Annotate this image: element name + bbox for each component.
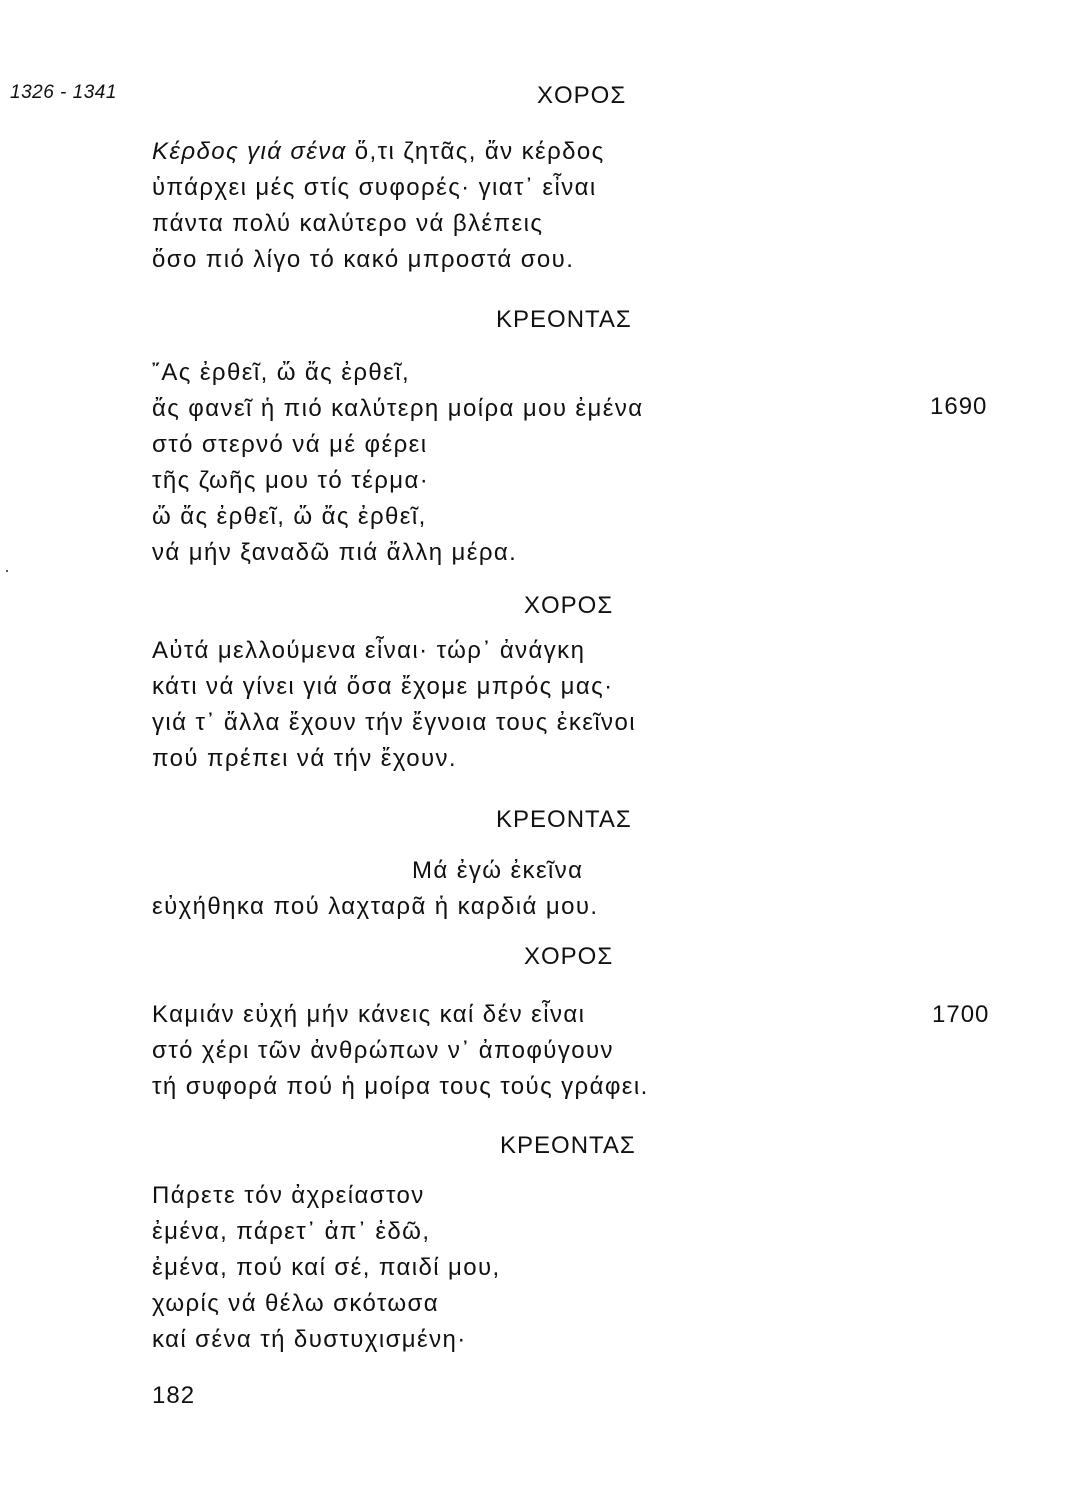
verse-line: εὐχήθηκα πού λαχταρᾶ ἡ καρδιά μου.	[152, 893, 599, 920]
line-number-1690: 1690	[930, 393, 988, 420]
speaker-label-chorus: ΧΟΡΟΣ	[524, 592, 614, 619]
page-number: 182	[152, 1382, 196, 1409]
verse-line: τή συφορά πού ἡ μοίρα τους τούς γράφει.	[152, 1073, 649, 1100]
verse-line: Πάρετε τόν ἀχρείαστον	[152, 1182, 425, 1209]
verse-line: πάντα πολύ καλύτερο νά βλέπεις	[152, 210, 544, 237]
verse-line: πού πρέπει νά τήν ἔχουν.	[152, 745, 457, 772]
verse-line: ἐμένα, πάρετ᾽ ἀπ᾽ ἐδῶ,	[152, 1218, 431, 1245]
stanza-creon-2	[152, 853, 598, 925]
verse-line: γιά τ᾽ ἄλλα ἔχουν τήν ἔγνοια τους ἐκεῖνοι	[152, 709, 636, 736]
stanza-creon-3	[152, 1178, 501, 1358]
line-range-reference: 1326 - 1341	[10, 82, 117, 103]
speaker-label-creon: ΚΡΕΟΝΤΑΣ	[496, 806, 632, 833]
stanza-chorus-2	[152, 633, 636, 777]
verse-line: ῎Ας ἐρθεῖ, ὤ ἄς ἐρθεῖ,	[152, 359, 411, 386]
verse-line	[152, 134, 605, 170]
verse-line: στό στερνό νά μέ φέρει	[152, 431, 428, 458]
verse-line-indented: Μά ἐγώ ἐκεῖνα	[412, 857, 584, 884]
verse-text: ὅ,τι ζητᾶς, ἄν κέρδος	[346, 138, 605, 165]
verse-line: ἄς φανεῖ ἡ πιό καλύτερη μοίρα μου ἐμένα	[152, 395, 644, 422]
stanza-creon-1	[152, 355, 644, 571]
verse-line: ὤ ἄς ἐρθεῖ, ὤ ἄς ἐρθεῖ,	[152, 503, 427, 530]
speaker-label-chorus: ΧΟΡΟΣ	[524, 943, 614, 970]
speaker-label-creon: ΚΡΕΟΝΤΑΣ	[500, 1132, 636, 1159]
verse-line: κάτι νά γίνει γιά ὅσα ἔχομε μπρός μας·	[152, 673, 614, 700]
verse-line: ἐμένα, πού καί σέ, παιδί μου,	[152, 1254, 501, 1281]
stanza-chorus-3	[152, 997, 649, 1105]
verse-italic-part: Κέρδος γιά σένα	[152, 138, 347, 165]
verse-line: τῆς ζωῆς μου τό τέρμα·	[152, 467, 430, 494]
verse-line: καί σένα τή δυστυχισμένη·	[152, 1326, 467, 1353]
verse-line: ὅσο πιό λίγο τό κακό μπροστά σου.	[152, 246, 575, 273]
verse-line: νά μήν ξαναδῶ πιά ἄλλη μέρα.	[152, 539, 518, 566]
speaker-label-creon: ΚΡΕΟΝΤΑΣ	[496, 306, 632, 333]
scan-speck	[6, 570, 8, 572]
verse-line: Αὐτά μελλούμενα εἶναι· τώρ᾽ ἀνάγκη	[152, 637, 586, 664]
verse-line: στό χέρι τῶν ἀνθρώπων ν᾽ ἀποφύγουν	[152, 1037, 614, 1064]
line-number-1700: 1700	[932, 1001, 990, 1028]
stanza-chorus-1	[152, 134, 605, 278]
verse-line: ὑπάρχει μές στίς συφορές· γιατ᾽ εἶναι	[152, 174, 597, 201]
verse-line: Καμιάν εὐχή μήν κάνεις καί δέν εἶναι	[152, 1001, 586, 1028]
speaker-label-chorus: ΧΟΡΟΣ	[537, 82, 627, 109]
verse-line: χωρίς νά θέλω σκότωσα	[152, 1290, 440, 1317]
